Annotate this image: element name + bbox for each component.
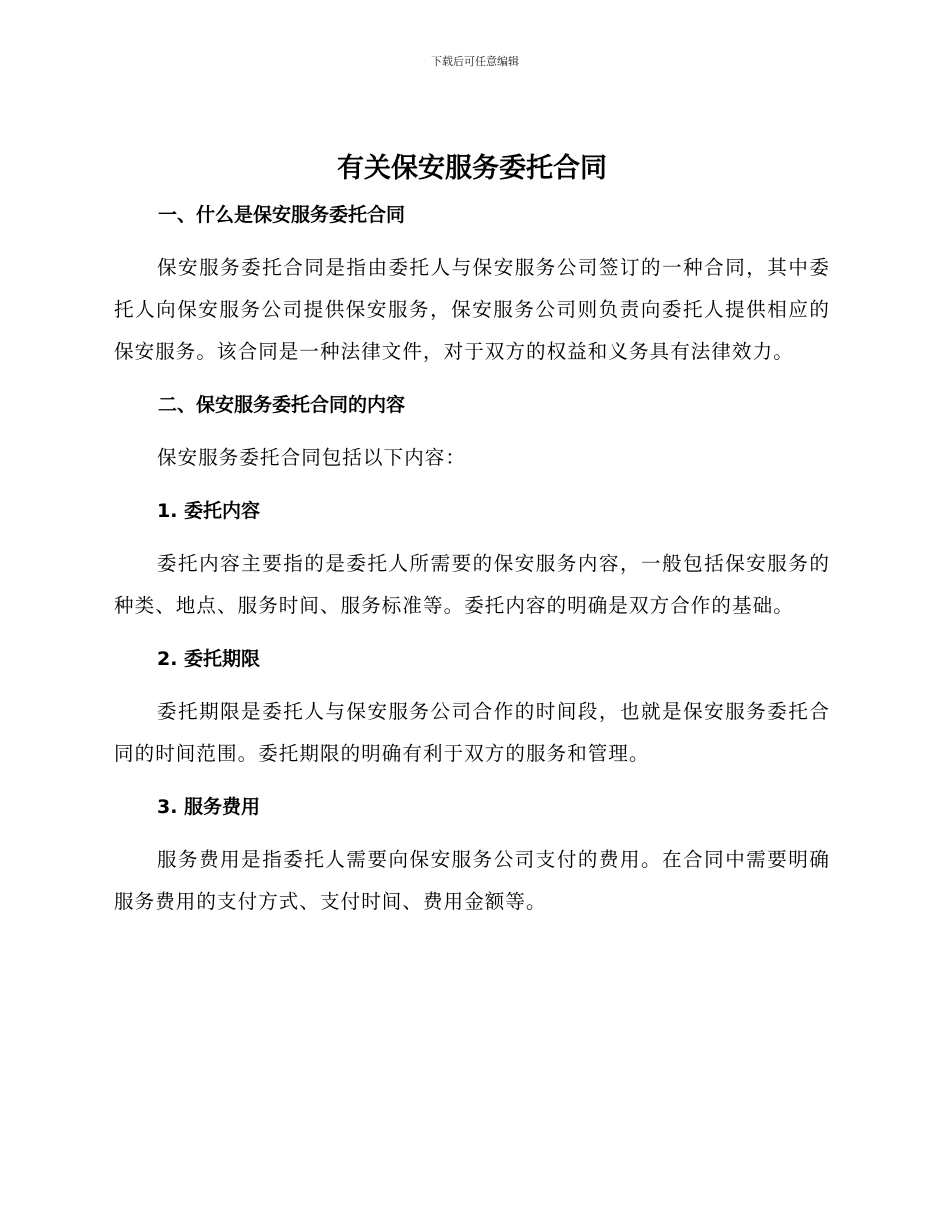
item-2-heading: 2. 委托期限 [157,648,261,670]
item-2-paragraph: 委托期限是委托人与保安服务公司合作的时间段，也就是保安服务委托合同的时间范围。委托期限的明确有利于双方的服务和管理。 [114,700,830,765]
section-2-intro: 保安服务委托合同包括以下内容： [157,446,467,469]
header-note: 下载后可任意编辑 [431,55,519,68]
item-3-paragraph: 服务费用是指委托人需要向保安服务公司支付的费用。在合同中需要明确服务费用的支付方式、支付时间、费用金额等。 [114,848,830,913]
item-3-heading: 3. 服务费用 [157,796,261,818]
section-1-heading: 一、什么是保安服务委托合同 [158,204,406,226]
section-2-heading: 二、保安服务委托合同的内容 [158,394,406,416]
item-1-heading: 1. 委托内容 [157,500,261,522]
document-body [114,148,830,940]
document-title: 有关保安服务委托合同 [337,153,607,184]
section-1-paragraph: 保安服务委托合同是指由委托人与保安服务公司签订的一种合同，其中委托人向保安服务公司提供保安服务，保安服务公司则负责向委托人提供相应的保安服务。该合同是一种法律文件，对于双方的权益和义务具有法律效力。 [114,256,830,363]
item-1-paragraph: 委托内容主要指的是委托人所需要的保安服务内容，一般包括保安服务的种类、地点、服务时间、服务标准等。委托内容的明确是双方合作的基础。 [114,552,830,617]
